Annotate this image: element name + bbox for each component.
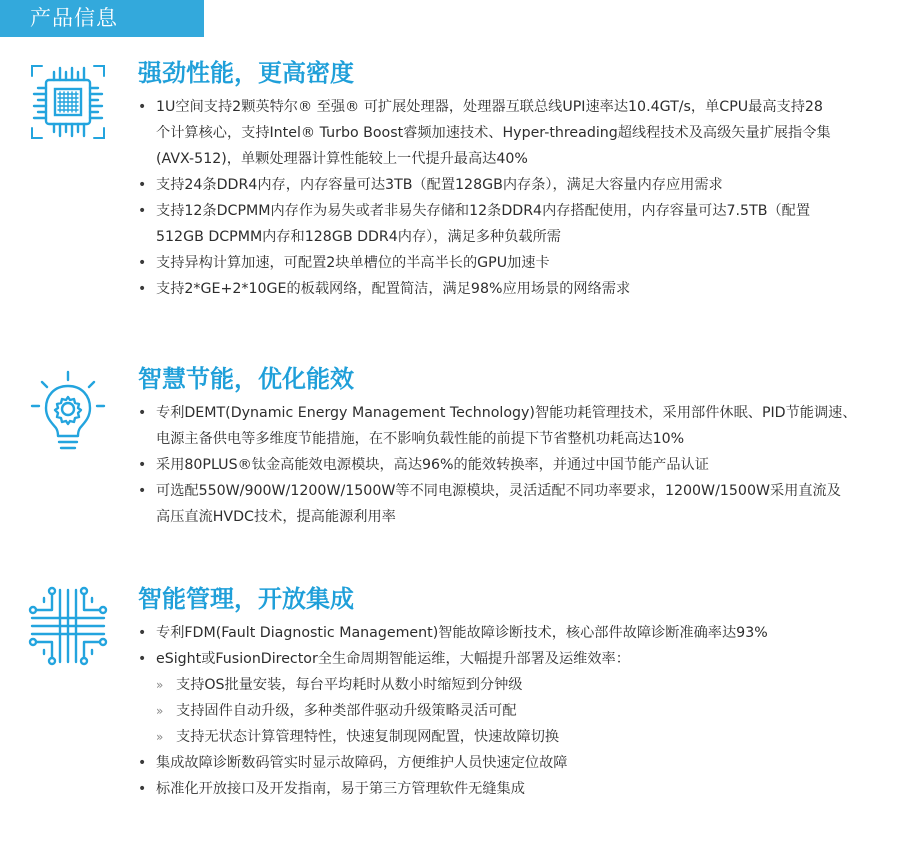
sub-bullet: »: [156, 730, 164, 744]
list-item-continuation: [132, 504, 892, 530]
bullet-dot: •: [138, 255, 147, 271]
item-text: 支持OS批量安装，每台平均耗时从数小时缩短到分钟级: [176, 677, 523, 693]
sub-list-item: [132, 672, 892, 698]
circuit-network-icon: [26, 584, 110, 668]
bullet-dot: •: [138, 457, 147, 473]
sub-list-item: [132, 724, 892, 750]
item-text: 支持固件自动升级，多种类部件驱动升级策略灵活可配: [176, 703, 517, 719]
item-text: 采用80PLUS®钛金高能效电源模块，高达96%的能效转换率，并通过中国节能产品认证: [156, 457, 709, 473]
bullet-dot: •: [138, 177, 147, 193]
sub-list-item: [132, 698, 892, 724]
sub-bullet: »: [156, 704, 164, 718]
list-item: [132, 478, 892, 504]
item-text: 支持无状态计算管理特性，快速复制现网配置，快速故障切换: [176, 729, 560, 745]
item-text: 1U空间支持2颗英特尔® 至强® 可扩展处理器，处理器互联总线UPI速率达10.4GT/s，单CPU最高支持28: [156, 99, 823, 115]
list-item: [132, 198, 892, 224]
sub-bullet: »: [156, 678, 164, 692]
item-text: 专利FDM(Fault Diagnostic Management)智能故障诊断技术，核心部件故障诊断准确率达93%: [156, 625, 768, 641]
list-item: [132, 620, 892, 646]
list-item-continuation: [132, 120, 892, 146]
item-text: 支持异构计算加速，可配置2块单槽位的半高半长的GPU加速卡: [156, 255, 550, 271]
list-item: [132, 250, 892, 276]
bullet-dot: •: [138, 483, 147, 499]
header-tab: [0, 0, 204, 37]
list-item: [132, 94, 892, 120]
list-item-continuation: [132, 146, 892, 172]
item-text: 可选配550W/900W/1200W/1500W等不同电源模块，灵活适配不同功率要求，1200W/1500W采用直流及: [156, 483, 841, 499]
section-title: 智能管理，开放集成: [138, 585, 354, 613]
bullet-dot: •: [138, 625, 147, 641]
item-text: eSight或FusionDirector全生命周期智能运维，大幅提升部署及运维效率：: [156, 651, 630, 667]
item-text: 支持2*GE+2*10GE的板载网络，配置简洁，满足98%应用场景的网络需求: [156, 281, 631, 297]
item-text: 支持12条DCPMM内存作为易失或者非易失存储和12条DDR4内存搭配使用，内存容量可达7.5TB（配置: [156, 203, 811, 219]
item-text: (AVX-512)，单颗处理器计算性能较上一代提升最高达40%: [156, 151, 528, 167]
bullet-dot: •: [138, 755, 147, 771]
section-title: 强劲性能，更高密度: [138, 59, 354, 87]
item-text: 标准化开放接口及开发指南，易于第三方管理软件无缝集成: [156, 781, 525, 797]
lightbulb-gear-icon: [26, 368, 110, 452]
feature-list: [132, 620, 892, 802]
list-item-continuation: [132, 426, 892, 452]
list-item: [132, 276, 892, 302]
feature-list: [132, 400, 892, 530]
item-text: 512GB DCPMM内存和128GB DDR4内存），满足多种负载所需: [156, 229, 561, 245]
list-item: [132, 452, 892, 478]
list-item-continuation: [132, 224, 892, 250]
bullet-dot: •: [138, 651, 147, 667]
item-text: 支持24条DDR4内存，内存容量可达3TB（配置128GB内存条），满足大容量内存应用需求: [156, 177, 723, 193]
list-item: [132, 646, 892, 672]
bullet-dot: •: [138, 781, 147, 797]
item-text: 高压直流HVDC技术，提高能源利用率: [156, 509, 396, 525]
bullet-dot: •: [138, 203, 147, 219]
item-text: 专利DEMT(Dynamic Energy Management Technology)智能功耗管理技术，采用部件休眠、PID节能调速、: [156, 405, 857, 421]
item-text: 集成故障诊断数码管实时显示故障码，方便维护人员快速定位故障: [156, 755, 568, 771]
feature-list: [132, 94, 892, 302]
list-item: [132, 776, 892, 802]
list-item: [132, 750, 892, 776]
bullet-dot: •: [138, 281, 147, 297]
bullet-dot: •: [138, 405, 147, 421]
item-text: 个计算核心，支持Intel® Turbo Boost睿频加速技术、Hyper-threading超线程技术及高级矢量扩展指令集: [156, 125, 831, 141]
bullet-dot: •: [138, 99, 147, 115]
item-text: 电源主备供电等多维度节能措施，在不影响负载性能的前提下节省整机功耗高达10%: [156, 431, 685, 447]
list-item: [132, 400, 892, 426]
header-title: 产品信息: [30, 6, 118, 30]
cpu-chip-icon: [26, 60, 110, 144]
list-item: [132, 172, 892, 198]
section-title: 智慧节能，优化能效: [138, 365, 354, 393]
